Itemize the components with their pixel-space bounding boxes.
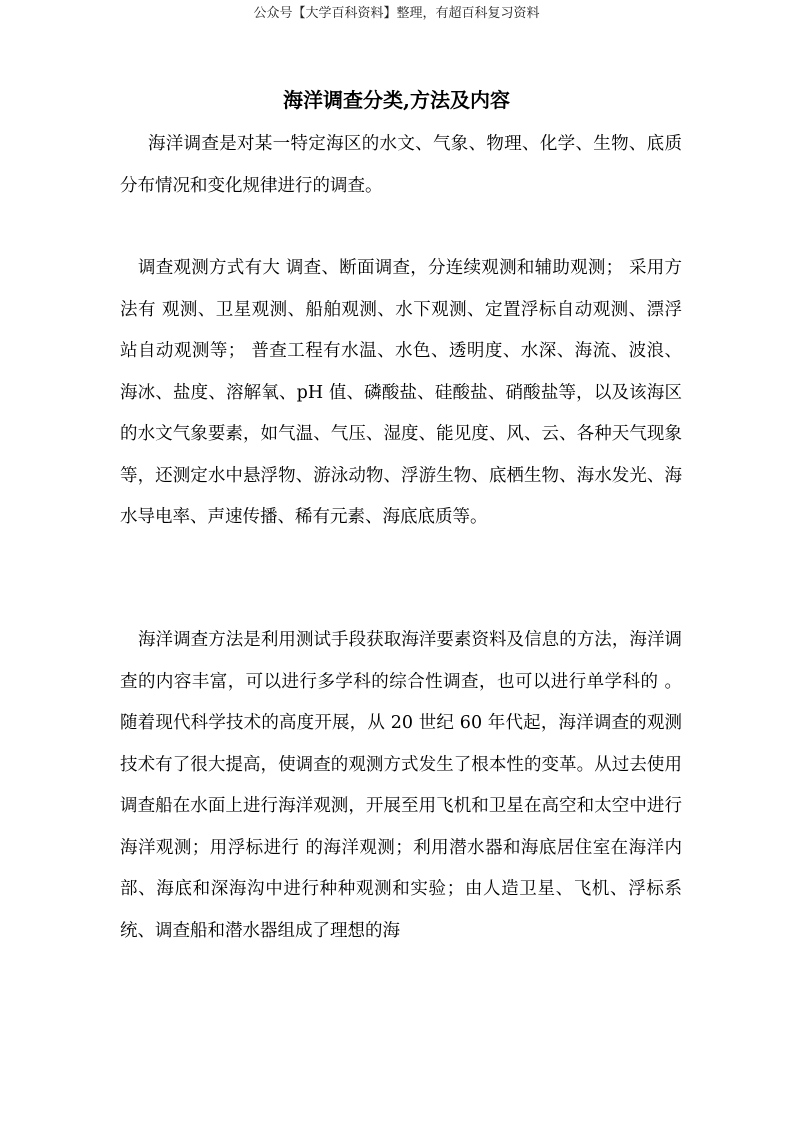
- paragraph-observation-methods: 调查观测方式有大 调查、断面调查，分连续观测和辅助观测； 采用方法有 观测、卫星观测、船舶观测、水下观测、定置浮标自动观测、漂浮站自动观测等； 普查工程有水温、水色、透明度、水深、海流、波浪、海冰、盐度、溶解氧、pH 值、磷酸盐、硅酸盐、硝酸盐等，以及该海区的水文气象要素，如气温、气压、湿度、能见度、风、云、各种天气现象等，还测定水中悬浮物、游泳动物、浮游生物、底栖生物、海水发光、海水导电率、声速传播、稀有元素、海底底质等。: [120, 258, 682, 527]
- page-header-note: 公众号【大学百科资料】整理，有超百科复习资料: [253, 6, 540, 21]
- paragraph-survey-methods: 海洋调查方法是利用测试手段获取海洋要素资料及信息的方法，海洋调查的内容丰富，可以进行多学科的综合性调查，也可以进行单学科的 。随着现代科学技术的高度开展，从 20 世纪 60 年代起，海洋调查的观测技术有了很大提高，使调查的观测方式发生了根本性的变革。从过去使用调查船在水面上进行海洋观测，开展至用飞机和卫星在高空和太空中进行海洋观测；用浮标进行 的海洋观测；利用潜水器和海底居住室在海洋内部、海底和深海沟中进行种种观测和实验；由人造卫星、飞机、浮标系统、调查船和潜水器组成了理想的海: [120, 630, 682, 941]
- paragraph-definition: 海洋调查是对某一特定海区的水文、气象、物理、化学、生物、底质分布情况和变化规律进行的调查。: [120, 134, 682, 196]
- document-title: 海洋调查分类,方法及内容: [283, 88, 510, 112]
